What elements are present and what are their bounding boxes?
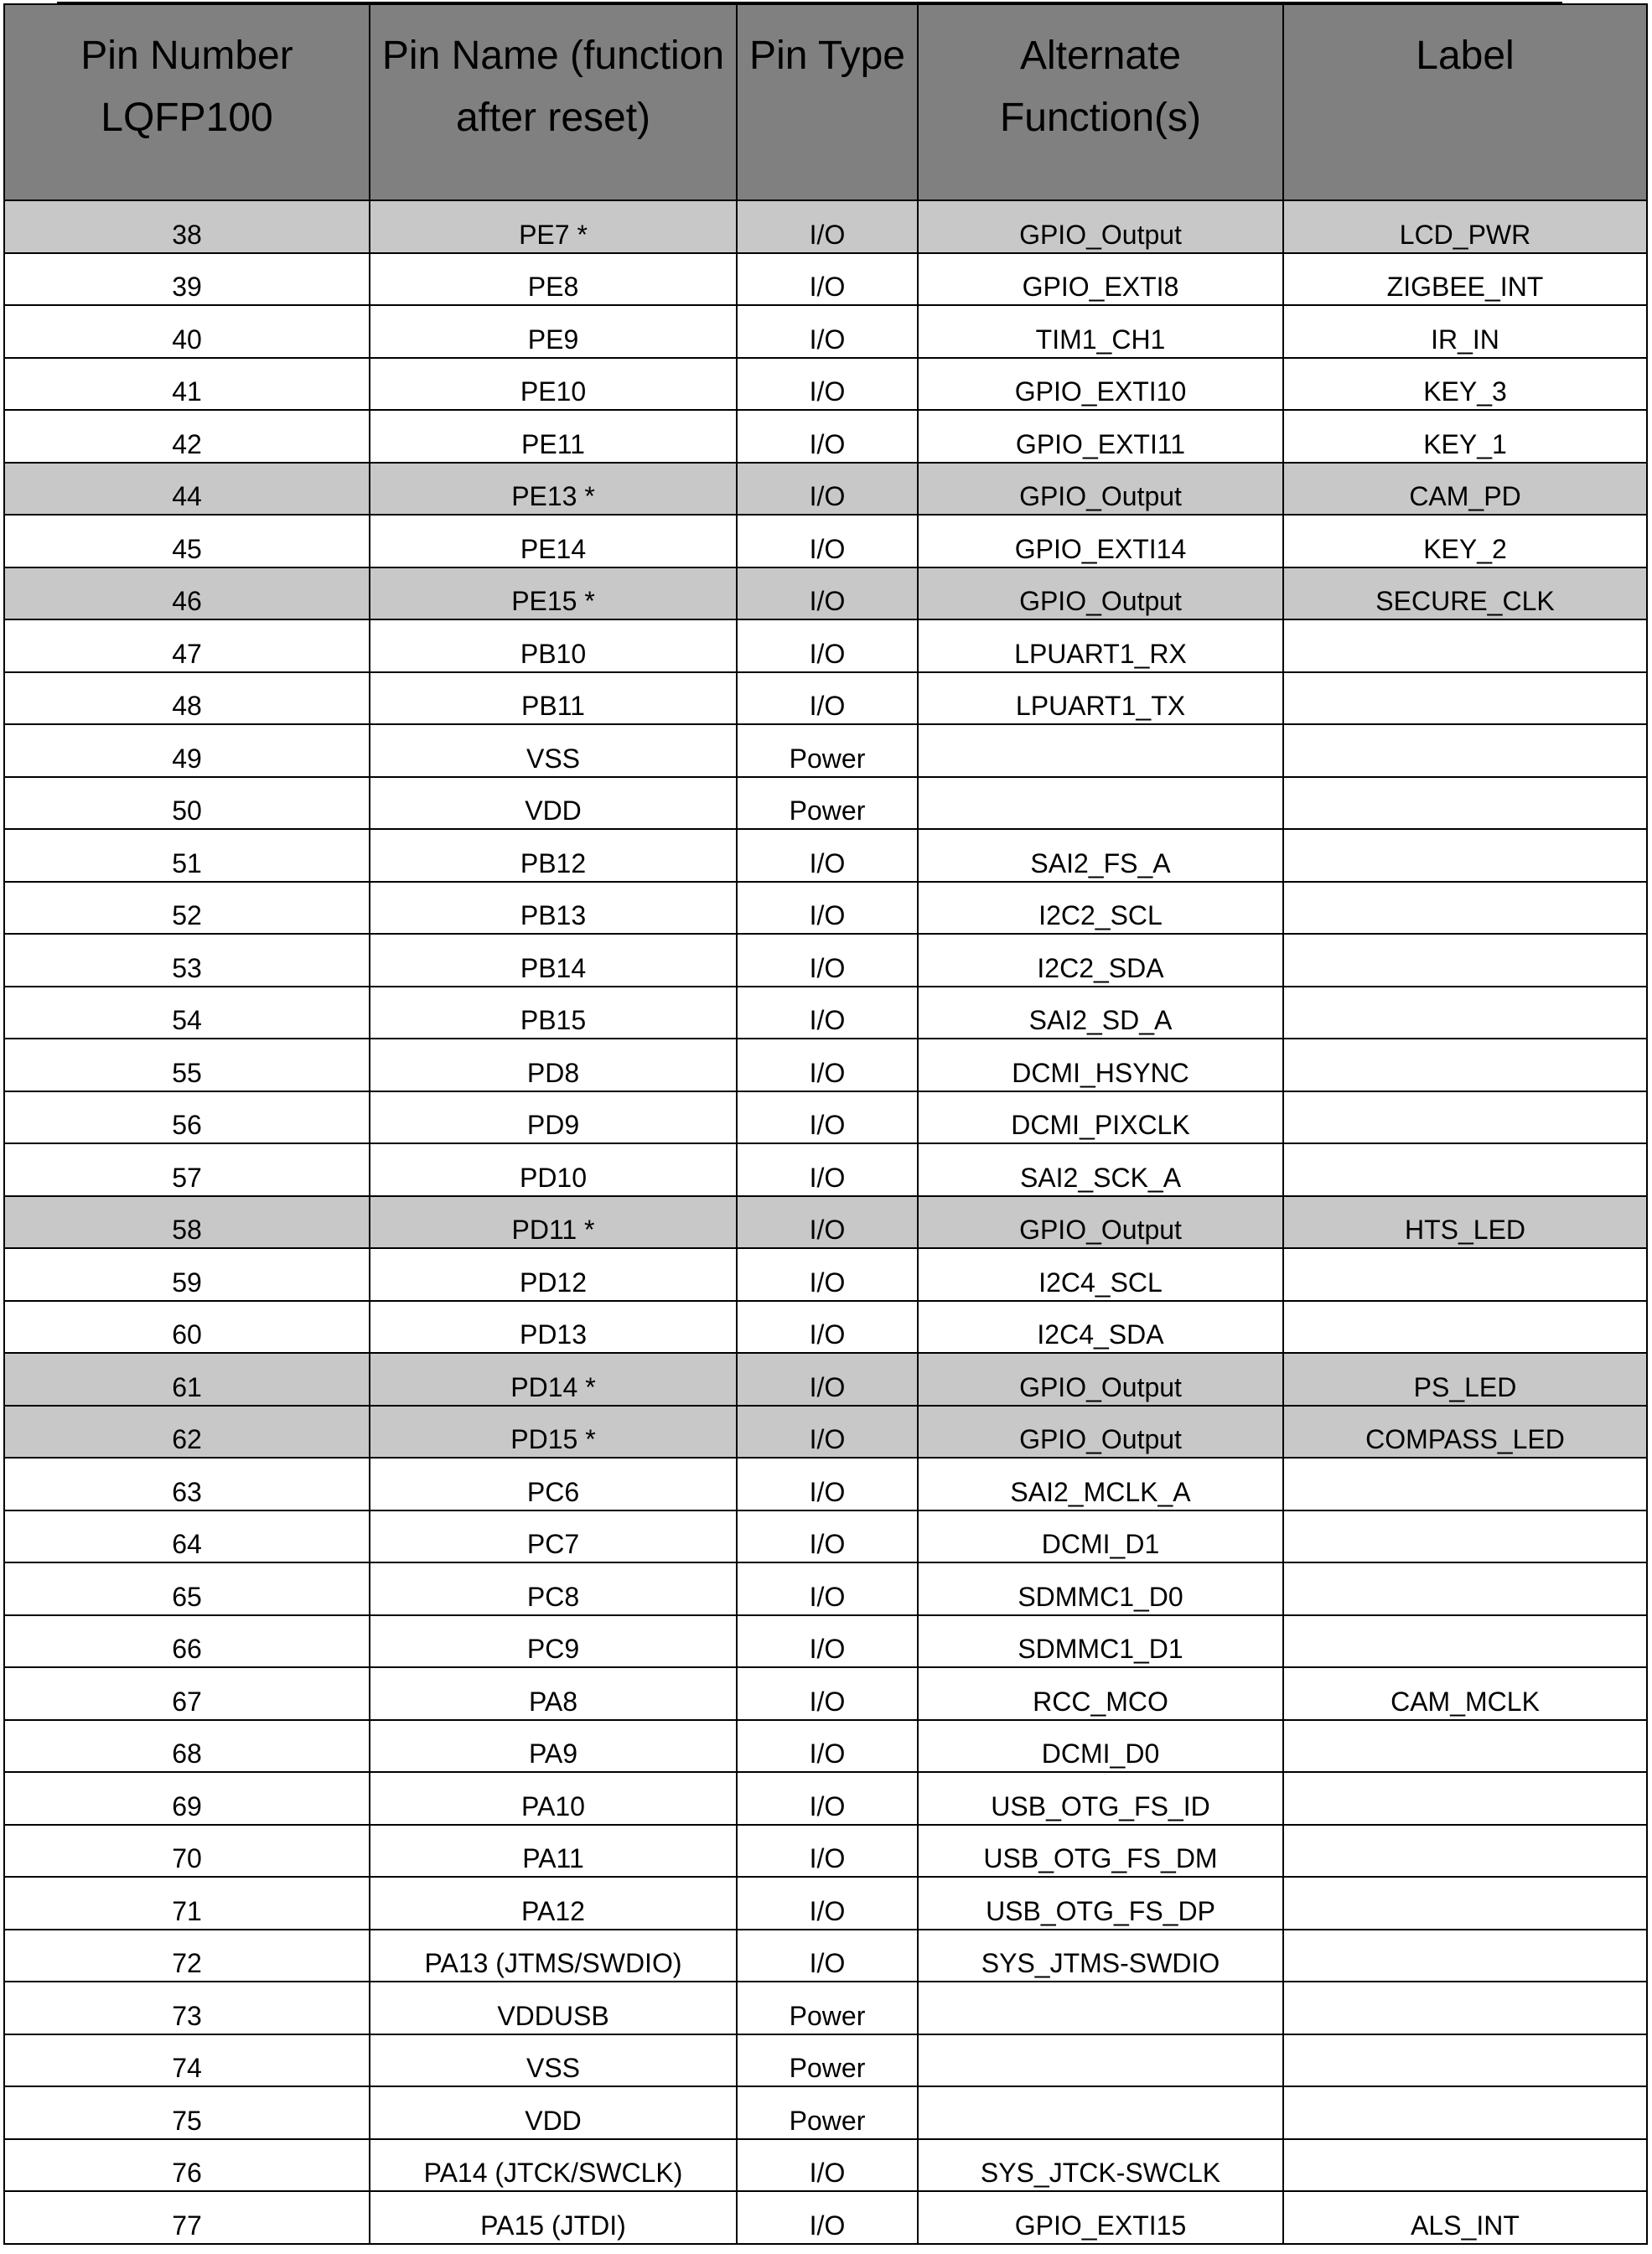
cell-label: IR_IN (1283, 305, 1647, 358)
cell-pin-number: 67 (4, 1667, 370, 1720)
cell-pin-type: I/O (737, 1825, 918, 1878)
cell-alternate-function (918, 724, 1283, 777)
cell-alternate-function: SAI2_SD_A (918, 987, 1283, 1039)
cell-alternate-function: LPUART1_RX (918, 619, 1283, 672)
cell-pin-name: PE14 (370, 515, 737, 567)
cell-pin-name: PB15 (370, 987, 737, 1039)
cell-pin-type: I/O (737, 1720, 918, 1773)
cell-pin-number: 56 (4, 1091, 370, 1144)
cell-pin-number: 75 (4, 2086, 370, 2139)
cell-pin-type: Power (737, 724, 918, 777)
cell-pin-number: 70 (4, 1825, 370, 1878)
table-row (4, 829, 1647, 882)
cell-pin-number: 42 (4, 410, 370, 463)
table-row (4, 1720, 1647, 1773)
cell-pin-type: I/O (737, 1406, 918, 1459)
cell-pin-type: Power (737, 2086, 918, 2139)
cell-pin-number: 64 (4, 1510, 370, 1563)
table-row (4, 515, 1647, 567)
header-pin-type (737, 4, 918, 200)
cell-label (1283, 672, 1647, 725)
cell-pin-type: I/O (737, 515, 918, 567)
cell-pin-number: 60 (4, 1301, 370, 1354)
table-row (4, 1196, 1647, 1249)
cell-pin-number: 57 (4, 1143, 370, 1196)
cell-label (1283, 1143, 1647, 1196)
cell-alternate-function: USB_OTG_FS_DM (918, 1825, 1283, 1878)
cell-alternate-function: SDMMC1_D1 (918, 1615, 1283, 1668)
cell-pin-name: PD11 * (370, 1196, 737, 1249)
cell-pin-number: 74 (4, 2034, 370, 2087)
cell-label (1283, 987, 1647, 1039)
cell-pin-name: PC8 (370, 1562, 737, 1615)
cell-alternate-function: TIM1_CH1 (918, 305, 1283, 358)
cell-alternate-function: GPIO_EXTI11 (918, 410, 1283, 463)
table-row (4, 1510, 1647, 1563)
cell-label: SECURE_CLK (1283, 567, 1647, 620)
table-row (4, 1930, 1647, 1982)
cell-alternate-function: USB_OTG_FS_ID (918, 1772, 1283, 1825)
cell-pin-name: PD13 (370, 1301, 737, 1354)
cell-label: ZIGBEE_INT (1283, 253, 1647, 306)
cell-pin-number: 58 (4, 1196, 370, 1249)
table-row (4, 1406, 1647, 1459)
table-row (4, 1982, 1647, 2034)
cell-label (1283, 829, 1647, 882)
cell-pin-name: PA11 (370, 1825, 737, 1878)
cell-alternate-function: SYS_JTCK-SWCLK (918, 2139, 1283, 2192)
header-pin-name (370, 4, 737, 200)
cell-pin-type: I/O (737, 987, 918, 1039)
header-label (1283, 4, 1647, 200)
cell-pin-number: 73 (4, 1982, 370, 2034)
cell-label (1283, 1301, 1647, 1354)
cell-pin-number: 66 (4, 1615, 370, 1668)
cell-pin-name: VSS (370, 724, 737, 777)
cell-pin-type: Power (737, 2034, 918, 2087)
cell-pin-number: 69 (4, 1772, 370, 1825)
cell-label (1283, 619, 1647, 672)
table-row (4, 777, 1647, 830)
cell-pin-type: I/O (737, 253, 918, 306)
table-row (4, 2086, 1647, 2139)
cell-label (1283, 1091, 1647, 1144)
cell-pin-type: I/O (737, 1562, 918, 1615)
cell-pin-number: 41 (4, 358, 370, 411)
cell-pin-name: PE13 * (370, 463, 737, 516)
cell-alternate-function: I2C4_SDA (918, 1301, 1283, 1354)
cell-label (1283, 724, 1647, 777)
cell-label (1283, 1615, 1647, 1668)
header-alternate-functions-text: Alternate Function(s) (999, 34, 1202, 140)
cell-alternate-function: LPUART1_TX (918, 672, 1283, 725)
table-body (4, 200, 1647, 2244)
cell-label (1283, 882, 1647, 935)
cell-pin-type: I/O (737, 2191, 918, 2244)
cell-label (1283, 1720, 1647, 1773)
cell-pin-name: PE8 (370, 253, 737, 306)
cell-pin-type: I/O (737, 463, 918, 516)
cell-alternate-function: SDMMC1_D0 (918, 1562, 1283, 1615)
cell-pin-type: I/O (737, 619, 918, 672)
cell-pin-number: 47 (4, 619, 370, 672)
cell-pin-type: I/O (737, 1143, 918, 1196)
table-row (4, 305, 1647, 358)
table-row (4, 1772, 1647, 1825)
cell-pin-name: PE15 * (370, 567, 737, 620)
cell-alternate-function: RCC_MCO (918, 1667, 1283, 1720)
cell-alternate-function: SAI2_FS_A (918, 829, 1283, 882)
cell-pin-type: I/O (737, 2139, 918, 2192)
cell-alternate-function: GPIO_Output (918, 200, 1283, 253)
cell-label: ALS_INT (1283, 2191, 1647, 2244)
cell-pin-name: PC9 (370, 1615, 737, 1668)
cell-pin-number: 65 (4, 1562, 370, 1615)
cell-alternate-function (918, 2086, 1283, 2139)
cell-pin-name: PE11 (370, 410, 737, 463)
cell-label (1283, 1458, 1647, 1510)
cell-pin-name: VSS (370, 2034, 737, 2087)
cell-pin-name: PE7 * (370, 200, 737, 253)
cell-pin-number: 45 (4, 515, 370, 567)
cell-pin-type: I/O (737, 410, 918, 463)
cell-label: HTS_LED (1283, 1196, 1647, 1249)
cell-pin-name: PA13 (JTMS/SWDIO) (370, 1930, 737, 1982)
cell-pin-number: 76 (4, 2139, 370, 2192)
table-row (4, 1248, 1647, 1301)
cell-pin-name: VDD (370, 2086, 737, 2139)
cell-label (1283, 2034, 1647, 2087)
cell-label (1283, 1248, 1647, 1301)
cell-alternate-function: USB_OTG_FS_DP (918, 1877, 1283, 1930)
table-row (4, 1667, 1647, 1720)
table-row (4, 2139, 1647, 2192)
cell-pin-name: PB13 (370, 882, 737, 935)
cell-pin-type: I/O (737, 1877, 918, 1930)
table-row (4, 1458, 1647, 1510)
cell-pin-number: 40 (4, 305, 370, 358)
header-pin-number (4, 4, 370, 200)
cell-label (1283, 777, 1647, 830)
cell-pin-type: I/O (737, 1510, 918, 1563)
cell-label: KEY_1 (1283, 410, 1647, 463)
cell-alternate-function: SYS_JTMS-SWDIO (918, 1930, 1283, 1982)
cell-pin-number: 61 (4, 1353, 370, 1406)
cell-pin-name: PA9 (370, 1720, 737, 1773)
cell-pin-type: I/O (737, 1091, 918, 1144)
table-row (4, 1143, 1647, 1196)
cell-pin-number: 62 (4, 1406, 370, 1459)
cell-pin-name: PA8 (370, 1667, 737, 1720)
table-row (4, 1353, 1647, 1406)
cell-label (1283, 1825, 1647, 1878)
cell-pin-type: Power (737, 1982, 918, 2034)
cell-pin-name: PD8 (370, 1039, 737, 1091)
cell-alternate-function: GPIO_Output (918, 567, 1283, 620)
cell-label (1283, 2139, 1647, 2192)
cell-pin-type: I/O (737, 200, 918, 253)
table-row (4, 934, 1647, 987)
cell-label: KEY_3 (1283, 358, 1647, 411)
cell-alternate-function: GPIO_EXTI8 (918, 253, 1283, 306)
cell-pin-number: 44 (4, 463, 370, 516)
cell-alternate-function: SAI2_SCK_A (918, 1143, 1283, 1196)
cell-pin-type: I/O (737, 358, 918, 411)
cell-label (1283, 1930, 1647, 1982)
cell-pin-number: 38 (4, 200, 370, 253)
cell-label: LCD_PWR (1283, 200, 1647, 253)
cell-alternate-function: DCMI_PIXCLK (918, 1091, 1283, 1144)
cell-pin-type: I/O (737, 1458, 918, 1510)
table-row (4, 619, 1647, 672)
cell-pin-number: 48 (4, 672, 370, 725)
table-row (4, 200, 1647, 253)
cell-label (1283, 1982, 1647, 2034)
cell-alternate-function: DCMI_D0 (918, 1720, 1283, 1773)
table-row (4, 1301, 1647, 1354)
cell-pin-number: 46 (4, 567, 370, 620)
header-alternate-functions (918, 4, 1283, 200)
cell-pin-number: 55 (4, 1039, 370, 1091)
table-row (4, 567, 1647, 620)
cell-pin-name: PA14 (JTCK/SWCLK) (370, 2139, 737, 2192)
cell-pin-name: PA15 (JTDI) (370, 2191, 737, 2244)
cell-pin-number: 72 (4, 1930, 370, 1982)
cell-pin-type: I/O (737, 1196, 918, 1249)
cell-pin-name: PA10 (370, 1772, 737, 1825)
pin-table (3, 3, 1648, 2245)
cell-alternate-function: GPIO_Output (918, 1406, 1283, 1459)
cell-alternate-function: I2C4_SCL (918, 1248, 1283, 1301)
cell-pin-number: 54 (4, 987, 370, 1039)
cell-pin-name: PD15 * (370, 1406, 737, 1459)
cell-pin-number: 39 (4, 253, 370, 306)
table-row (4, 2034, 1647, 2087)
cell-label (1283, 1039, 1647, 1091)
cell-pin-type: I/O (737, 1353, 918, 1406)
cell-label: CAM_PD (1283, 463, 1647, 516)
cell-pin-name: PB14 (370, 934, 737, 987)
header-pin-number-text: Pin Number LQFP100 (80, 34, 293, 140)
cell-pin-name: PB10 (370, 619, 737, 672)
header-pin-type-text: Pin Type (749, 34, 905, 78)
table-row (4, 358, 1647, 411)
cell-label: PS_LED (1283, 1353, 1647, 1406)
cell-label: CAM_MCLK (1283, 1667, 1647, 1720)
cell-pin-number: 59 (4, 1248, 370, 1301)
table-row (4, 1825, 1647, 1878)
cell-pin-name: PB12 (370, 829, 737, 882)
cell-pin-name: PD12 (370, 1248, 737, 1301)
cell-pin-type: I/O (737, 672, 918, 725)
table-row (4, 410, 1647, 463)
cell-pin-type: I/O (737, 305, 918, 358)
cell-pin-type: I/O (737, 829, 918, 882)
cell-pin-name: VDD (370, 777, 737, 830)
cell-label (1283, 1772, 1647, 1825)
cell-pin-number: 51 (4, 829, 370, 882)
cell-alternate-function: SAI2_MCLK_A (918, 1458, 1283, 1510)
cell-pin-number: 53 (4, 934, 370, 987)
cell-pin-number: 52 (4, 882, 370, 935)
table-row (4, 724, 1647, 777)
table-row (4, 1615, 1647, 1668)
cell-label (1283, 1510, 1647, 1563)
cell-pin-type: I/O (737, 934, 918, 987)
cell-pin-type: Power (737, 777, 918, 830)
cell-label: COMPASS_LED (1283, 1406, 1647, 1459)
cell-alternate-function: GPIO_EXTI10 (918, 358, 1283, 411)
table-row (4, 1039, 1647, 1091)
cell-pin-name: VDDUSB (370, 1982, 737, 2034)
cell-alternate-function: I2C2_SCL (918, 882, 1283, 935)
cell-pin-number: 77 (4, 2191, 370, 2244)
cell-pin-type: I/O (737, 1039, 918, 1091)
cell-pin-type: I/O (737, 567, 918, 620)
cell-pin-type: I/O (737, 1301, 918, 1354)
cell-pin-type: I/O (737, 1772, 918, 1825)
table-row (4, 672, 1647, 725)
table-row (4, 882, 1647, 935)
header-pin-name-text: Pin Name (function after reset) (381, 34, 725, 140)
cell-pin-name: PC7 (370, 1510, 737, 1563)
cell-pin-name: PD9 (370, 1091, 737, 1144)
cell-pin-number: 63 (4, 1458, 370, 1510)
cell-pin-name: PE9 (370, 305, 737, 358)
cell-alternate-function: GPIO_EXTI15 (918, 2191, 1283, 2244)
cell-pin-number: 71 (4, 1877, 370, 1930)
cell-alternate-function (918, 2034, 1283, 2087)
cell-alternate-function (918, 777, 1283, 830)
cell-pin-name: PC6 (370, 1458, 737, 1510)
cell-alternate-function: I2C2_SDA (918, 934, 1283, 987)
cell-alternate-function: GPIO_Output (918, 1196, 1283, 1249)
cell-pin-type: I/O (737, 882, 918, 935)
cell-alternate-function: GPIO_Output (918, 1353, 1283, 1406)
table-row (4, 463, 1647, 516)
cell-alternate-function: GPIO_Output (918, 463, 1283, 516)
cell-pin-type: I/O (737, 1248, 918, 1301)
cell-alternate-function (918, 1982, 1283, 2034)
header-row (4, 4, 1647, 200)
cell-pin-number: 49 (4, 724, 370, 777)
cell-pin-name: PD10 (370, 1143, 737, 1196)
cell-alternate-function: DCMI_D1 (918, 1510, 1283, 1563)
cell-pin-type: I/O (737, 1667, 918, 1720)
cell-alternate-function: GPIO_EXTI14 (918, 515, 1283, 567)
cell-label: KEY_2 (1283, 515, 1647, 567)
table-row (4, 2191, 1647, 2244)
cell-pin-type: I/O (737, 1930, 918, 1982)
cell-label (1283, 1562, 1647, 1615)
table-row (4, 253, 1647, 306)
table-row (4, 987, 1647, 1039)
cell-label (1283, 1877, 1647, 1930)
cell-pin-name: PD14 * (370, 1353, 737, 1406)
cell-pin-type: I/O (737, 1615, 918, 1668)
cell-alternate-function: DCMI_HSYNC (918, 1039, 1283, 1091)
cell-pin-number: 50 (4, 777, 370, 830)
table-row (4, 1562, 1647, 1615)
cell-label (1283, 934, 1647, 987)
header-label-text: Label (1416, 34, 1515, 78)
cell-pin-number: 68 (4, 1720, 370, 1773)
table-row (4, 1877, 1647, 1930)
cell-pin-name: PA12 (370, 1877, 737, 1930)
cell-pin-name: PE10 (370, 358, 737, 411)
table-header (4, 4, 1647, 200)
cell-label (1283, 2086, 1647, 2139)
table-row (4, 1091, 1647, 1144)
cell-pin-name: PB11 (370, 672, 737, 725)
